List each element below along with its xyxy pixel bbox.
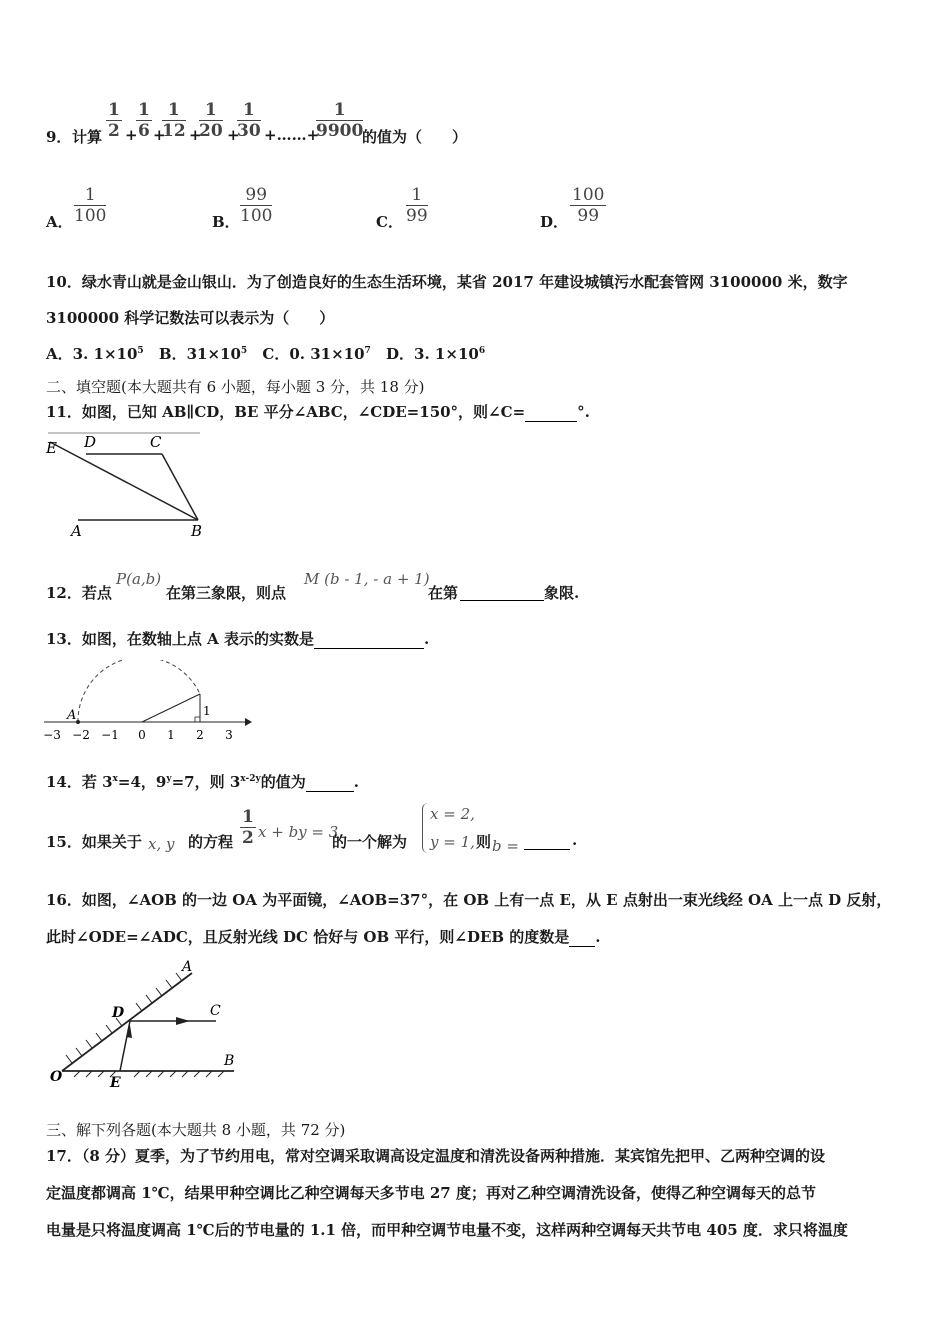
q12-prefix: 12．若点: [46, 584, 112, 602]
q12-line: [46, 568, 606, 604]
q11-label-b: B: [191, 522, 203, 540]
q13-tick-0: 0: [138, 728, 146, 742]
q10-option-b-exp: 5: [240, 346, 248, 356]
q9-option-a-label: A．: [46, 213, 73, 231]
q17-line3: 电量是只将温度调高 1℃后的节电量的 1.1 倍，而甲种空调节电量不变，这样两种空调每天共节电 405 度．求只将温度: [46, 1221, 848, 1239]
q17-line2: 定温度都调高 1℃，结果甲种空调比乙种空调每天多节电 27 度；再对乙种空调清洗设备，使得乙种空调每天的总节: [46, 1184, 816, 1202]
section-3-heading: 三、解下列各题(本大题共 8 小题，共 72 分): [46, 1121, 346, 1139]
q13-tick-neg1: −1: [101, 728, 119, 742]
q16-ray-dc-arrow: [176, 1017, 190, 1025]
q10-option-d: D．3. 1×10: [386, 345, 479, 363]
q11-label-c: C: [150, 433, 162, 451]
q13-tick-3: 3: [225, 728, 233, 742]
q11-answer-blank[interactable]: [525, 403, 577, 422]
q12-tail-2: 象限.: [544, 584, 580, 602]
q10-option-a: A．3. 1×10: [46, 345, 138, 363]
q14-line: [46, 771, 359, 792]
q9-number: 9．: [46, 128, 72, 146]
q9-option-c-frac: $\frac{1}{99}$: [406, 185, 428, 226]
q13-label-a: A: [67, 708, 77, 723]
q9-frac-5: $\frac{1}{30}$: [237, 100, 261, 141]
q13-tick-1: 1: [167, 728, 175, 742]
q16-figure: [44, 955, 249, 1090]
q14-answer-blank[interactable]: [306, 773, 354, 792]
q12-mid: 在第三象限，则点: [166, 584, 287, 602]
q10-option-b: B．31×10: [158, 345, 241, 363]
q15-b: b =: [492, 837, 519, 855]
q11-label-d: D: [84, 433, 97, 451]
q14-tail: 的值为: [260, 773, 306, 791]
q9-plus-4: +: [227, 126, 240, 144]
q15-then: 则: [476, 833, 492, 851]
q9-plus-3: +: [189, 126, 202, 144]
q14-exp-3: x-2y: [240, 774, 261, 784]
q15-end: .: [572, 831, 578, 849]
q16-end: .: [595, 928, 601, 946]
q9-option-a-frac: $\frac{1}{100}$: [74, 185, 107, 226]
q13-label-height: 1: [203, 704, 211, 718]
q11-label-e: E: [46, 439, 57, 457]
q9-plus-1: +: [125, 126, 138, 144]
q9-option-d-label: D．: [540, 213, 569, 231]
q13-tail: .: [423, 630, 430, 648]
q9-frac-1: $\frac{1}{2}$: [108, 100, 120, 141]
q12-point-m: M (b - 1, - a + 1): [304, 570, 430, 588]
q12-tail-1: 在第: [428, 584, 459, 602]
q12-point-p: P(a,b): [116, 570, 162, 588]
q16-label-c: C: [210, 1003, 221, 1019]
q13-ticks: [43, 728, 233, 742]
q9-frac-3: $\frac{1}{12}$: [162, 100, 186, 141]
q14-mid-1: =4，9: [117, 773, 167, 791]
q13-hypotenuse: [142, 694, 200, 722]
q14-end: .: [353, 773, 359, 791]
q16-ray-ed: [120, 1021, 130, 1071]
q10-line2: 3100000 科学记数法可以表示为（ ）: [46, 309, 335, 327]
q16-answer-blank[interactable]: [569, 928, 595, 947]
q10-option-d-exp: 6: [478, 346, 486, 356]
q13-right-angle: [195, 717, 200, 722]
q13-tick-neg2: −2: [72, 728, 90, 742]
q13-number-line: [40, 660, 255, 745]
q10-option-c-exp: 7: [364, 346, 371, 356]
q16-mirror-oa: [62, 973, 192, 1071]
q13-line: [46, 628, 429, 649]
q17-line1: 17．（8 分）夏季，为了节约用电，常对空调采取调高设定温度和清洗设备两种措施．某宾馆先把甲、乙两种空调的设: [46, 1147, 826, 1165]
q16-label-b: B: [224, 1053, 235, 1069]
q13-arc: [78, 660, 200, 722]
q15-brace: [422, 803, 429, 853]
q9-frac-2: $\frac{1}{6}$: [138, 100, 150, 141]
q16-ground-hatch: [74, 1071, 224, 1077]
q13-axis-arrow: [245, 718, 252, 726]
q11-tail: °.: [577, 403, 590, 421]
q14-exp-1: x: [112, 774, 118, 784]
q9-frac-4: $\frac{1}{20}$: [199, 100, 223, 141]
q9-text: 计算: [72, 128, 103, 146]
q15-equation: x + by = 3: [258, 823, 339, 841]
q10-option-c: C．0. 31×10: [262, 345, 365, 363]
q15-mid-2: 的一个解为: [332, 833, 408, 851]
q14-pre: 14．若 3: [46, 773, 113, 791]
q11-text: 11．如图，已知 AB∥CD，BE 平分∠ABC，∠CDE=150°，则∠C=: [46, 403, 526, 421]
q15-half: $\frac{1}{2}$: [242, 807, 254, 848]
q15-answer-blank[interactable]: [524, 831, 570, 850]
q16-label-o: O: [50, 1069, 63, 1085]
q9-option-c-label: C．: [376, 213, 403, 231]
q9-tail: 的值为（ ）: [362, 128, 468, 146]
q13-tick-neg3: −3: [43, 728, 61, 742]
q14-exp-2: y: [166, 774, 172, 784]
q14-mid-2: =7，则 3: [171, 773, 241, 791]
q15-sys-1: x = 2,: [430, 805, 475, 823]
q16-text: 此时∠ODE=∠ADC，且反射光线 DC 恰好与 OB 平行，则∠DEB 的度数是: [46, 928, 570, 946]
q15-mid: 的方程: [188, 833, 234, 851]
q16-label-d: D: [112, 1005, 125, 1021]
q9-frac-6: $\frac{1}{9900}$: [316, 100, 364, 141]
q11-figure: [40, 428, 210, 543]
q10-option-a-exp: 5: [137, 346, 144, 356]
q11-label-a: A: [71, 522, 82, 540]
q16-line1: 16．如图，∠AOB 的一边 OA 为平面镜，∠AOB=37°，在 OB 上有一点 E，从 E 点射出一束光线经 OA 上一点 D 反射，: [46, 891, 892, 909]
q13-tick-2: 2: [196, 728, 204, 742]
q13-text: 13．如图，在数轴上点 A 表示的实数是: [46, 630, 314, 648]
q10-line1: 10．绿水青山就是金山银山．为了创造良好的生态生活环境，某省 2017 年建设城镇污水配套管网 3100000 米，数字: [46, 273, 848, 291]
q16-label-e: E: [110, 1075, 121, 1090]
q10-options: [46, 343, 485, 364]
q12-answer-blank[interactable]: [460, 582, 544, 601]
q15-sys-2: y = 1,: [430, 833, 475, 851]
q16-line2: [46, 926, 601, 947]
q16-label-a: A: [182, 959, 193, 975]
q15-line: [46, 803, 606, 859]
q13-answer-blank[interactable]: [314, 630, 424, 649]
q15-pre: 15．如果关于: [46, 833, 142, 851]
q9-dots: +……+: [264, 126, 320, 144]
q9-option-b-frac: $\frac{99}{100}$: [240, 185, 273, 226]
q11-line: [46, 401, 590, 422]
q15-vars: x, y: [148, 835, 175, 853]
q9-option-d-frac: $\frac{100}{99}$: [572, 185, 605, 226]
q9-option-b-label: B．: [212, 213, 240, 231]
q9-plus-2: +: [153, 126, 166, 144]
section-2-heading: 二、填空题(本大题共有 6 小题，每小题 3 分，共 18 分): [46, 378, 425, 396]
q13-point-a: [76, 720, 80, 724]
q9-options: [46, 183, 646, 235]
